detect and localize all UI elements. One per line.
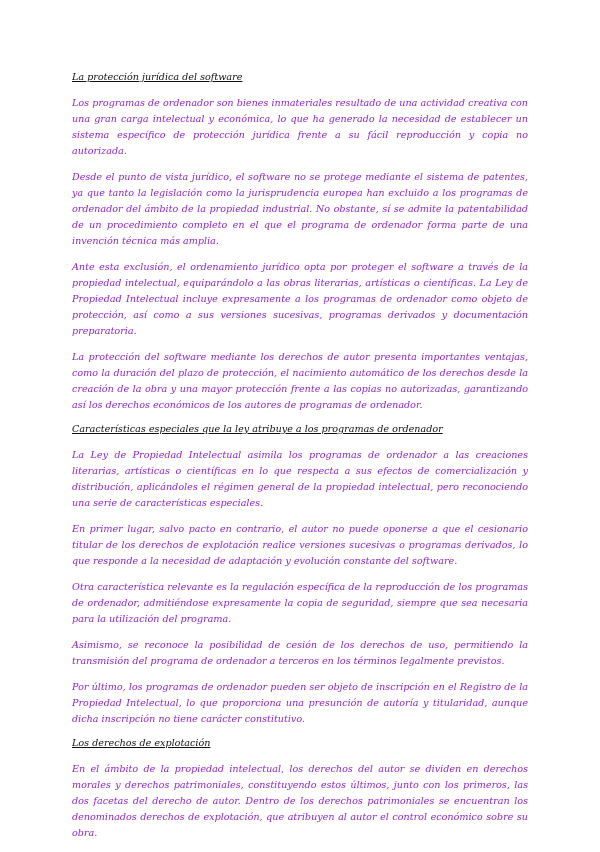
paragraph: La protección del software mediante los derechos de autor presenta importantes ventajas, como la duración del plazo de protección, el nacimiento automático de los derechos desde la creación de la obra y una mayor protección frente a las copias no autorizadas, garantizando así los derechos económicos de los autores de programas de ordenador. — [72, 352, 528, 411]
paragraph: En primer lugar, salvo pacto en contrario, el autor no puede oponerse a que el cesionario titular de los derechos de explotación realice versiones sucesivas o programas derivados, lo que responde a la necesidad de adaptación y evolución constante del software. — [72, 524, 528, 567]
paragraph: Otra característica relevante es la regulación específica de la reproducción de los programas de ordenador, admitiéndose expresamente la copia de seguridad, siempre que sea necesaria para la utilización del programa. — [72, 582, 528, 625]
document-page — [72, 70, 528, 852]
paragraph: Desde el punto de vista jurídico, el software no se protege mediante el sistema de patentes, ya que tanto la legislación como la jurisprudencia europea han excluido a los programas de ordenador del ámbito de la propiedad industrial. No obstante, sí se admite la patentabilidad de un procedimiento completo en el que el programa de ordenador forma parte de una invención técnica más amplia. — [72, 172, 528, 247]
paragraph: Asimismo, se reconoce la posibilidad de cesión de los derechos de uso, permitiendo la transmisión del programa de ordenador a terceros en los términos legalmente previstos. — [72, 640, 528, 667]
section-heading: La protección jurídica del software — [72, 72, 243, 83]
section-heading: Características especiales que la ley atribuye a los programas de ordenador — [72, 424, 443, 435]
paragraph: En el ámbito de la propiedad intelectual, los derechos del autor se dividen en derechos morales y derechos patrimoniales, constituyendo estos últimos, junto con los primeros, las dos facetas del derecho de autor. Dentro de los derechos patrimoniales se encuentran los denominados derechos de explotación, que atribuyen al autor el control económico sobre su obra. — [72, 764, 528, 839]
paragraph: Ante esta exclusión, el ordenamiento jurídico opta por proteger el software a través de la propiedad intelectual, equiparándolo a las obras literarias, artísticas o científicas. La Ley de Propiedad Intelectual incluye expresamente a los programas de ordenador como objeto de protección, así como a sus versiones sucesivas, programas derivados y documentación preparatoria. — [72, 262, 528, 337]
paragraph: Los programas de ordenador son bienes inmateriales resultado de una actividad creativa con una gran carga intelectual y económica, lo que ha generado la necesidad de establecer un sistema específico de protección jurídica frente a su fácil reproducción y copia no autorizada. — [72, 98, 528, 157]
paragraph: Por último, los programas de ordenador pueden ser objeto de inscripción en el Registro de la Propiedad Intelectual, lo que proporciona una presunción de autoría y titularidad, aunque dicha inscripción no tiene carácter constitutivo. — [72, 682, 528, 725]
paragraph: La Ley de Propiedad Intelectual asimila los programas de ordenador a las creaciones literarias, artísticas o científicas en lo que respecta a sus efectos de comercialización y distribución, aplicándoles el régimen general de la propiedad intelectual, pero reconociendo una serie de características especiales. — [72, 450, 528, 509]
section-heading: Los derechos de explotación — [72, 738, 211, 749]
